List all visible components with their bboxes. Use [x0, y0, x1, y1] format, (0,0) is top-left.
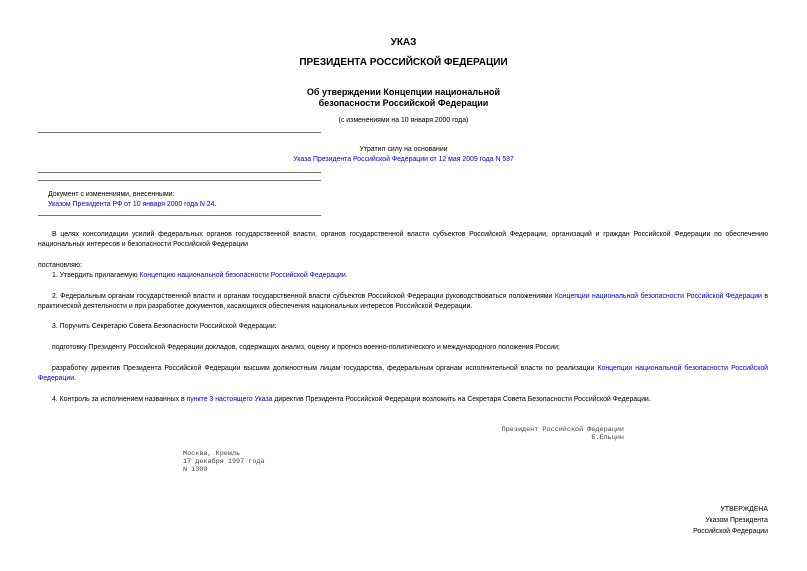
signature-name: Б.Ельцин: [591, 434, 624, 442]
place-date: 17 декабря 1997 года: [183, 458, 265, 466]
concept-link[interactable]: Концепции национальной безопасности Российской Федерации: [38, 365, 768, 382]
changes-text: Документ с изменениями, внесенными:: [48, 191, 175, 198]
decree-subject-line1: Об утверждении Концепции национальной: [306, 87, 501, 97]
signature-role: Президент Российской Федерации: [501, 426, 624, 434]
decree-title: УКАЗ: [390, 37, 417, 48]
paragraph-3a: подготовку Президенту Российской Федерации докладов, содержащих анализ, оценку и прогноз военно-политического и международного положения России;: [52, 344, 560, 351]
concept-link[interactable]: Концепции национальной безопасности Российской Федерации: [554, 293, 762, 300]
divider: [38, 132, 321, 133]
intro-paragraph: В целях консолидации усилий федеральных органов государственной власти, органов государственной власти субъектов Российской Федерации, организаций и граждан Российской Федерации по обеспечению национальных интересов и безопасности Российской Федерации: [38, 231, 768, 248]
lost-force-text: Утратил силу на основании: [359, 146, 448, 153]
paragraph-3b: [38, 364, 768, 384]
p1-tail: .: [345, 272, 348, 279]
approved-by: Указом Президента: [705, 517, 768, 524]
p2-text: 2. Федеральным органам государственной власти и органам государственной власти субъектов Российской Федерации руководствоваться положениями: [52, 293, 555, 300]
changes-link[interactable]: Указом Президента РФ от 10 января 2000 года N 24: [48, 201, 215, 208]
divider: [38, 172, 321, 173]
place-city: Москва, Кремль: [183, 450, 241, 458]
divider: [38, 215, 321, 216]
paragraph-2: [38, 292, 768, 312]
paragraph-4: [52, 395, 651, 405]
p1-text: 1. Утвердить прилагаемую: [52, 272, 140, 279]
paragraph-1: [52, 271, 348, 281]
p2-tail: в практической деятельности и при разработке документов, касающихся обеспечения национальных интересов Российской Федерации.: [38, 293, 769, 310]
approved-label: УТВЕРЖДЕНА: [720, 506, 768, 513]
changes-tail: .: [214, 201, 217, 208]
p3b-tail: .: [74, 375, 77, 382]
decree-word: постановляю:: [38, 262, 82, 269]
decree-number: N 1300: [183, 466, 208, 474]
approved-authority: Российской Федерации: [693, 528, 768, 535]
lost-force-link[interactable]: Указа Президента Российской Федерации от 12 мая 2009 года N 537: [293, 156, 514, 163]
decree-subject-line2: безопасности Российской Федерации: [318, 98, 489, 108]
paragraph-3: 3. Поручить Секретарю Совета Безопасности Российской Федерации:: [52, 323, 277, 330]
p4-tail: директив Президента Российской Федерации возложить на Секретаря Совета Безопасности Российской Федерации.: [272, 396, 651, 403]
changes-line: [48, 200, 216, 210]
p3b-text: разработку директив Президента Российской Федерации высшим должностным лицам государства, федеральным органам исполнительной власти по реализации: [52, 365, 598, 372]
concept-link[interactable]: Концепцию национальной безопасности Российской Федерации: [139, 272, 346, 279]
p4-text: 4. Контроль за исполнением названных в: [52, 396, 187, 403]
decree-issuer: ПРЕЗИДЕНТА РОССИЙСКОЙ ФЕДЕРАЦИИ: [299, 57, 508, 68]
clause-3-link[interactable]: пункте 3 настоящего Указа: [186, 396, 273, 403]
divider: [38, 180, 321, 181]
amendment-note: (с изменениями на 10 января 2000 года): [338, 117, 469, 124]
